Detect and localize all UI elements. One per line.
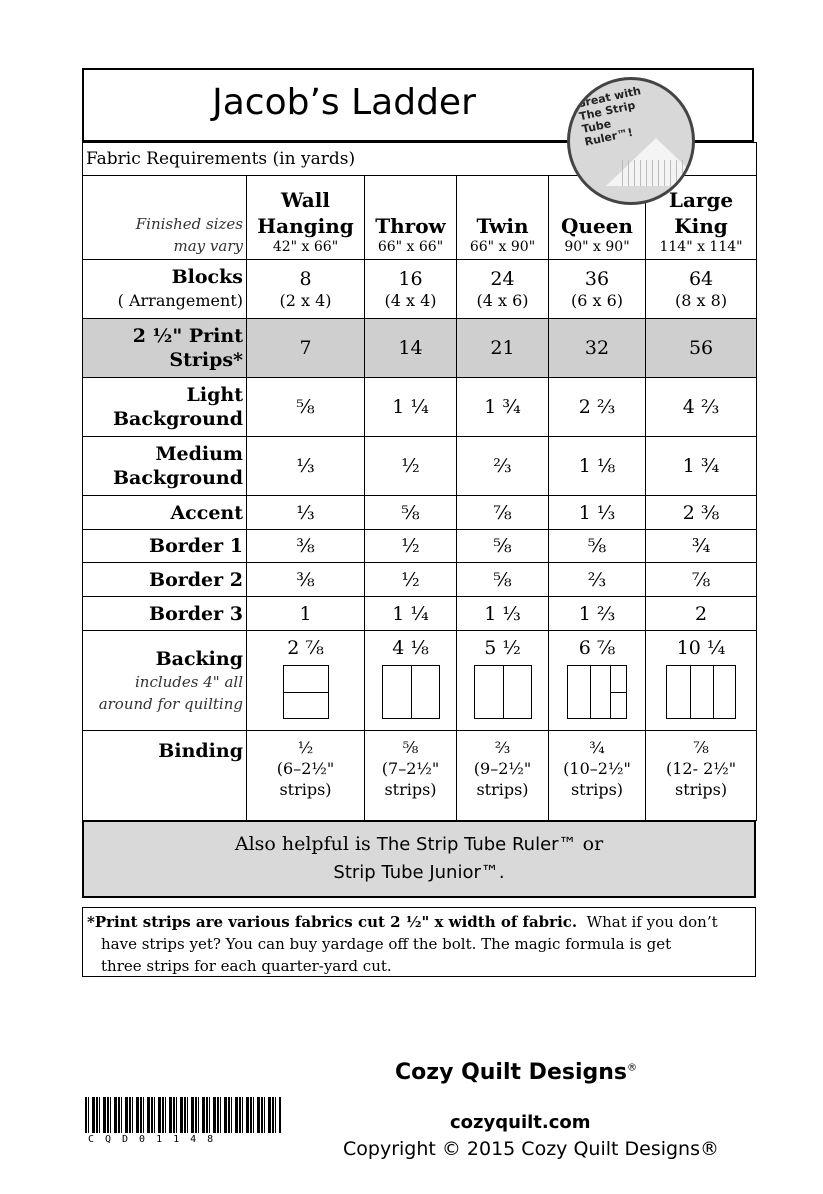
border-2-row: Border 2 ⅜ ½ ⅝ ⅔ ⅞ [83, 563, 757, 597]
col-throw: Throw 66" x 66" [365, 176, 457, 260]
website-link[interactable]: cozyquilt.com [450, 1112, 591, 1133]
strip-tube-badge [567, 77, 695, 205]
col-twin: Twin 66" x 90" [457, 176, 549, 260]
backing-note-1: includes 4" all [134, 672, 243, 691]
border-1-row: Border 1 ⅜ ½ ⅝ ⅝ ¾ [83, 530, 757, 563]
binding-row: Binding ½ (6–2½" strips) ⅝ (7–2½" strips) ⅔ (9–2½" strips) ¾ (10–2½" strips) ⅞ (12- 2½" strips) [83, 731, 757, 821]
backing-diagram-queen [567, 665, 627, 719]
page-title: Jacob’s Ladder [212, 82, 476, 123]
strips-label-1: 2 ½" Print [132, 325, 243, 347]
blocks-row: Blocks ( Arrangement) 8 (2 x 4) 16 (4 x 4) 24 (4 x 6) 36 (6 x 6) 64 (8 x 8) [83, 260, 757, 319]
arrangement-label: ( Arrangement) [117, 291, 243, 310]
accent-row: Accent ⅓ ⅝ ⅞ 1 ⅓ 2 ⅜ [83, 496, 757, 530]
print-strips-footnote: *Print strips are various fabrics cut 2 ½" x width of fabric. What if you don’t have strips yet? You can buy yardage off the bolt. The magic formula is get three strips for each quarter-yard cut. [82, 907, 756, 977]
product-strip-tube-junior: Strip Tube Junior™. [333, 862, 505, 883]
helpful-products-box [82, 820, 756, 898]
print-strips-row: 2 ½" Print Strips* 7 14 21 32 56 [83, 319, 757, 378]
border-3-row: Border 3 1 1 ¼ 1 ⅓ 1 ⅔ 2 [83, 597, 757, 631]
ruler-markings [622, 160, 690, 186]
brand-logo: Cozy Quilt Designs® [395, 1060, 638, 1085]
col-queen: Queen 90" x 90" [549, 176, 646, 260]
copyright-text: Copyright © 2015 Cozy Quilt Designs® [343, 1138, 720, 1160]
backing-label: Backing [155, 647, 243, 670]
backing-note-2: around for quilting [98, 694, 243, 713]
medium-background-row: Medium Background ⅓ ½ ⅔ 1 ⅛ 1 ¾ [83, 437, 757, 496]
col-large-king: Large King 114" x 114" [646, 176, 757, 260]
finished-note-2: may vary [173, 237, 243, 255]
backing-diagram-twin [474, 665, 532, 719]
footnote-bold: *Print strips are various fabrics cut 2 ½" x width of fabric. [87, 913, 578, 931]
finished-note-1: Finished sizes [135, 215, 243, 233]
backing-row: Backing includes 4" all around for quilting 2 ⅞ 4 ⅛ 5 ½ 6 ⅞ 10 ¼ [83, 631, 757, 731]
barcode [85, 1097, 281, 1133]
backing-diagram-king [666, 665, 736, 719]
table-heading: Fabric Requirements (in yards) [83, 143, 757, 176]
blocks-label: Blocks [171, 266, 243, 288]
col-wall-hanging: Wall Hanging 42" x 66" [247, 176, 365, 260]
light-background-row: Light Background ⅝ 1 ¼ 1 ¾ 2 ⅔ 4 ⅔ [83, 378, 757, 437]
product-strip-tube-ruler: The Strip Tube Ruler™ [376, 834, 577, 855]
strips-label-2: Strips* [169, 349, 243, 371]
backing-diagram-throw [382, 665, 440, 719]
barcode-number: CQD01148 [88, 1134, 225, 1145]
fabric-requirements-table [82, 142, 757, 821]
badge-text: Great with The Strip Tube Ruler™! [575, 84, 643, 149]
helpful-connector: or [582, 833, 604, 855]
helpful-prefix: Also helpful is [234, 833, 371, 855]
backing-diagram-wall [283, 665, 329, 719]
